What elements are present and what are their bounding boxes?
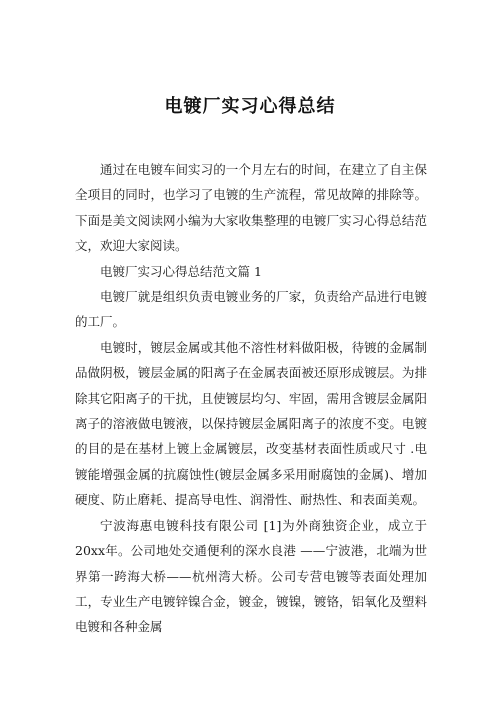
page-title: 电镀厂实习心得总结: [164, 96, 336, 117]
paragraph-company: 宁波海惠电镀科技有限公司 [1]为外商独资企业，成立于 20xx年。公司地处交通便利的深水良港 ——宁波港，北端为世界第一跨海大桥——杭州湾大桥。公司专营电镀等表面处理加工，专业生产电镀锌镍合金，镀金，镀镍，镀铬，铝氧化及塑料电镀和各种金属: [75, 517, 427, 635]
body-text: [75, 157, 427, 640]
section-heading: 电镀厂实习心得总结范文篇 1: [100, 263, 262, 279]
paragraph-intro: 通过在电镀车间实习的一个月左右的时间，在建立了自主保全项目的同时，也学习了电镀的生产流程，常见故障的排除等。下面是美文阅读网小编为大家收集整理的电镀厂实习心得总结范文，欢迎大家阅读。: [75, 162, 427, 254]
paragraph-definition: 电镀厂就是组织负责电镀业务的厂家，负责给产品进行电镀的工厂。: [75, 289, 427, 330]
paragraph-process: 电镀时，镀层金属或其他不溶性材料做阳极，待镀的金属制品做阴极，镀层金属的阳离子在金属表面被还原形成镀层。为排除其它阳离子的干扰，且使镀层均匀、牢固，需用含镀层金属阳离子的溶液做电镀液，以保持镀层金属阳离子的浓度不变。电镀的目的是在基材上镀上金属镀层，改变基材表面性质或尺寸 .电镀能增强金属的抗腐蚀性(镀层金属多采用耐腐蚀的金属)、增加硬度、防止磨耗、提高导电性、润滑性、耐热性、和表面美观。: [75, 339, 427, 508]
